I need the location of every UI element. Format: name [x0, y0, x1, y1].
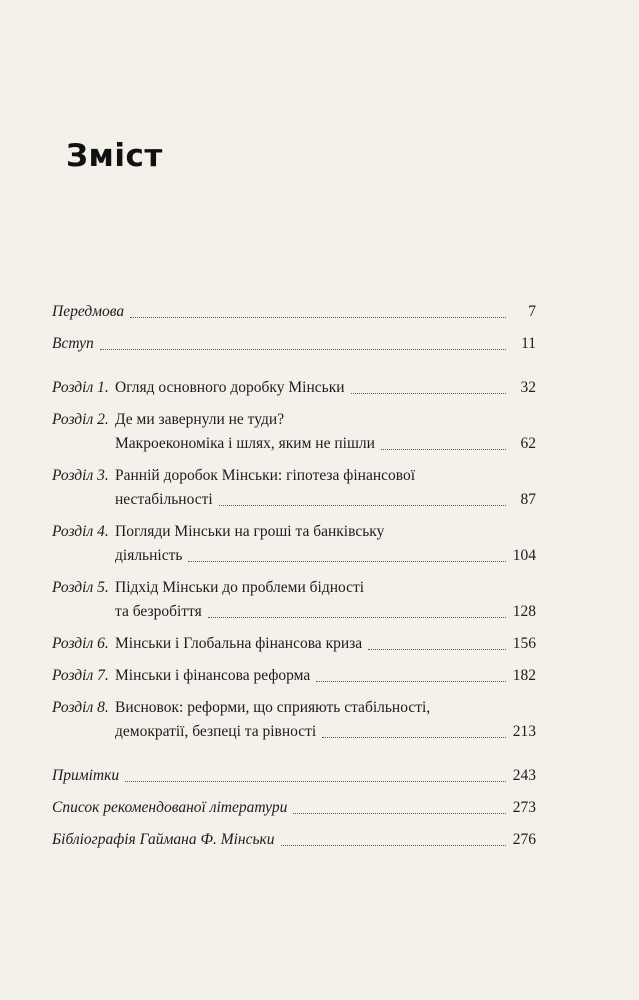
toc-entry-chapter-7[interactable] — [52, 664, 536, 688]
toc-page-number: 273 — [512, 799, 536, 816]
toc-entry-title-cont: демократії, безпеці та рівності — [115, 723, 317, 740]
toc-page-number: 87 — [520, 491, 536, 508]
toc-page-number: 128 — [512, 603, 536, 620]
chapter-label: Розділ 8. — [52, 699, 109, 716]
chapter-label: Розділ 6. — [52, 635, 109, 652]
dot-leader — [293, 812, 506, 814]
toc-entry-notes[interactable] — [52, 764, 536, 788]
dot-leader — [100, 348, 506, 350]
toc-entry-title-cont: діяльність — [115, 547, 183, 564]
dot-leader — [125, 780, 506, 782]
toc-entry-preface[interactable] — [52, 300, 536, 324]
table-of-contents — [52, 300, 536, 860]
toc-entry-chapter-6[interactable] — [52, 632, 536, 656]
toc-entry-title: Підхід Мінськи до проблеми бідності — [115, 579, 365, 596]
chapter-label: Розділ 4. — [52, 523, 109, 540]
chapter-label: Розділ 1. — [52, 379, 109, 396]
dot-leader — [208, 616, 506, 618]
toc-entry-title-cont: Макроекономіка і шлях, яким не пішли — [115, 435, 375, 452]
dot-leader — [316, 680, 506, 682]
toc-page-number: 243 — [512, 767, 536, 784]
toc-entry-title: Погляди Мінськи на гроші та банківську — [115, 523, 385, 540]
toc-page-number: 182 — [512, 667, 536, 684]
toc-entry-chapter-3[interactable] — [52, 464, 536, 512]
chapter-label: Розділ 3. — [52, 467, 109, 484]
dot-leader — [281, 844, 506, 846]
dot-leader — [219, 504, 506, 506]
chapter-label: Розділ 7. — [52, 667, 109, 684]
dot-leader — [351, 392, 506, 394]
toc-entry-title: Мінськи і фінансова реформа — [115, 667, 311, 684]
toc-entry-bibliography[interactable] — [52, 828, 536, 852]
toc-page-number: 276 — [512, 831, 536, 848]
toc-entry-title: Висновок: реформи, що сприяють стабільності, — [115, 699, 431, 716]
dot-leader — [381, 448, 506, 450]
toc-entry-title: Де ми завернули не туди? — [115, 411, 285, 428]
page-title: Зміст — [66, 138, 163, 174]
dot-leader — [130, 316, 506, 318]
toc-page-number: 156 — [512, 635, 536, 652]
toc-entry-title-cont: та безробіття — [115, 603, 202, 620]
toc-entry-title: Мінськи і Глобальна фінансова криза — [115, 635, 363, 652]
toc-page-number: 62 — [520, 435, 536, 452]
toc-entry-title-cont: нестабільності — [115, 491, 213, 508]
toc-page-number: 104 — [512, 547, 536, 564]
toc-page-number: 213 — [512, 723, 536, 740]
toc-page-number: 32 — [520, 379, 536, 396]
dot-leader — [188, 560, 506, 562]
toc-entry-title: Список рекомендованої літератури — [52, 799, 288, 816]
toc-page-number: 7 — [528, 303, 536, 320]
toc-entry-chapter-2[interactable] — [52, 408, 536, 456]
dot-leader — [368, 648, 506, 650]
chapter-label: Розділ 5. — [52, 579, 109, 596]
toc-entry-title: Огляд основного доробку Мінськи — [115, 379, 345, 396]
toc-entry-introduction[interactable] — [52, 332, 536, 356]
toc-entry-chapter-5[interactable] — [52, 576, 536, 624]
toc-page-number: 11 — [521, 335, 536, 352]
toc-entry-title: Вступ — [52, 335, 94, 352]
toc-entry-title: Ранній доробок Мінськи: гіпотеза фінансової — [115, 467, 416, 484]
dot-leader — [322, 736, 506, 738]
toc-entry-title: Передмова — [52, 303, 125, 320]
chapter-label: Розділ 2. — [52, 411, 109, 428]
toc-entry-recommended-reading[interactable] — [52, 796, 536, 820]
toc-entry-chapter-1[interactable] — [52, 376, 536, 400]
toc-entry-title: Примітки — [52, 767, 120, 784]
toc-entry-title: Бібліографія Гаймана Ф. Мінськи — [52, 831, 275, 848]
toc-entry-chapter-8[interactable] — [52, 696, 536, 744]
toc-entry-chapter-4[interactable] — [52, 520, 536, 568]
